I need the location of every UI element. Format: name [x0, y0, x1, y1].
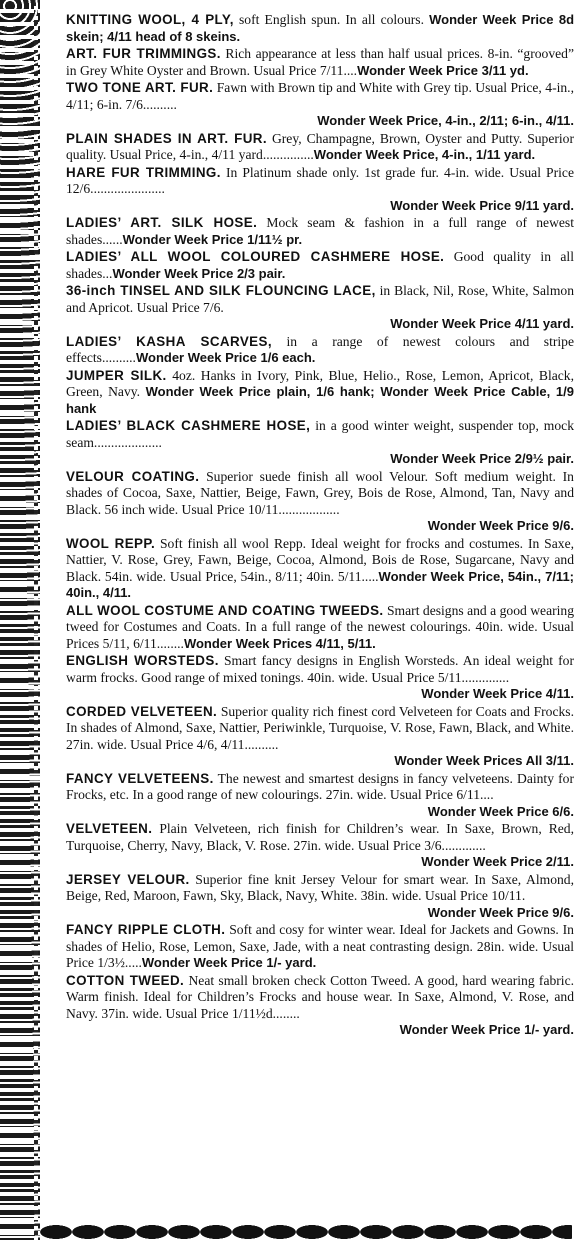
list-item [66, 771, 574, 821]
item-price: Wonder Week Price 1/11½ pr. [122, 231, 303, 247]
list-item [66, 249, 574, 282]
item-price-right: Wonder Week Price 9/6. [427, 518, 574, 533]
item-description: Neat small broken check Cotton Tweed. A good, hard wearing fabric. Warm finish. Ideal for Children’s Frocks and house wear. In Saxe, Almond, V. Rose, and Navy. 37in. wide. Usual Price 1/11½d........ [66, 972, 575, 1021]
item-description: Fawn with Brown tip and White with Grey tip. Usual Price, 4-in., 4/11; 6-in. 7/6.......... [66, 80, 574, 112]
item-price: Wonder Week Price 1/- yard. [141, 955, 317, 970]
item-heading: FANCY RIPPLE CLOTH. [66, 922, 226, 937]
list-item [66, 922, 574, 972]
item-price-right: Wonder Week Price 2/11. [421, 854, 574, 869]
item-heading: KNITTING WOOL, 4 PLY, [66, 12, 234, 27]
list-item [66, 12, 574, 45]
list-item [66, 46, 574, 79]
item-description: Mock seam & fashion in a full range of newest shades...... [66, 215, 574, 247]
item-heading: COTTON TWEED. [66, 972, 185, 988]
list-item [66, 418, 574, 468]
item-description: Superior quality rich finest cord Velveteen for Coats and Frocks. In shades of Almond, Saxe, Nattier, Periwinkle, Turquoise, V. Rose, Fawn, Black, and White. 27in. wide. Usual Price 4/6, 4/11.......... [66, 703, 574, 752]
item-description: soft English spun. In all colours. [239, 12, 424, 27]
item-heading: ART. FUR TRIMMINGS. [66, 46, 221, 61]
item-price-right: Wonder Week Price 6/6. [427, 803, 574, 819]
list-item [66, 469, 574, 535]
item-heading: HARE FUR TRIMMING. [66, 164, 221, 180]
decorative-left-border [0, 0, 40, 1240]
item-description: Smart designs and a good wearing tweed for Costumes and Coats. In a full range of the newest colourings. 40in. wide. Usual Prices 5/11, 6/11........ [66, 602, 575, 651]
item-price: Wonder Week Prices 4/11, 5/11. [183, 635, 376, 651]
item-description: Smart fancy designs in English Worsteds. An ideal weight for warm frocks. Good range of mixed tonings. 40in. wide. Usual Price 5/11.............. [66, 653, 574, 685]
list-item [66, 653, 574, 703]
item-description: In Platinum shade only. 1st grade fur. 4-in. wide. Usual Price 12/6...................... [66, 164, 574, 196]
item-description: Grey, Champagne, Brown, Oyster and Putty. Superior quality. Usual Price, 4-in., 4/11 yard............... [66, 130, 575, 162]
list-item [66, 536, 574, 602]
item-heading: LADIES’ ART. SILK HOSE. [66, 215, 258, 230]
item-description: Soft and cosy for winter wear. Ideal for Jackets and Gowns. In shades of Helio, Rose, Lemon, Saxe, Jade, with a neat contrasting design. 28in. wide. Usual Price 1/3½..... [66, 922, 574, 970]
item-price-right: Wonder Week Price 9/11 yard. [390, 197, 574, 213]
item-description: Rich appearance at less than half usual prices. 8-in. “grooved” in Grey White Oyster and Brown. Usual Price 7/11.... [66, 46, 575, 78]
list-item [66, 603, 574, 653]
item-heading: LADIES’ BLACK CASHMERE HOSE, [66, 418, 311, 433]
item-description: 4oz. Hanks in Ivory, Pink, Blue, Helio., Rose, Lemon, Apricot, Black, Green, Navy. [66, 367, 574, 399]
item-price: Wonder Week Price 1/6 each. [135, 350, 316, 365]
item-heading: TWO TONE ART. FUR. [66, 80, 214, 95]
item-description: Superior fine knit Jersey Velour for smart wear. In Saxe, Almond, Beige, Red, Maroon, Fawn, Sky, Black, Navy, White. 38in. wide. Usual Price 10/11. [66, 871, 574, 903]
item-description: in a good winter weight, suspender top, mock seam.................... [66, 418, 575, 450]
decorative-bottom-border [40, 1224, 572, 1240]
item-description: Soft finish all wool Repp. Ideal weight for frocks and costumes. In Saxe, Nattier, V. Rose, Grey, Fawn, Beige, Cocoa, Almond, Bois de Rose, Sugarcane, Navy and Black. 54in. wide. Usual Price, 54in., 8/11; 40in. 5/11..... [66, 535, 574, 584]
item-description: Good quality in all shades... [66, 249, 574, 281]
item-description: The newest and smartest designs in fancy velveteens. Dainty for Frocks, etc. In a good range of new colourings. 27in. wide. Usual Price 6/11.... [66, 770, 575, 802]
advertisement-column [66, 12, 574, 1040]
item-heading: JERSEY VELOUR. [66, 871, 190, 887]
item-heading: ENGLISH WORSTEDS. [66, 653, 219, 668]
item-description: Superior suede finish all wool Velour. Soft medium weight. In shades of Cocoa, Saxe, Nattier, Beige, Fawn, Grey, Bois de Rose, Almond, Tan, Navy and Black. 56 inch wide. Usual Price 10/11.................. [66, 468, 574, 517]
item-description: in Black, Nil, Rose, White, Salmon and Apricot. Usual Price 7/6. [66, 283, 575, 315]
list-item [66, 215, 574, 248]
item-heading: ALL WOOL COSTUME AND COATING TWEEDS. [66, 602, 384, 618]
item-heading: LADIES’ KASHA SCARVES, [66, 333, 272, 349]
item-heading: JUMPER SILK. [66, 367, 167, 383]
item-heading: CORDED VELVETEEN. [66, 703, 218, 719]
item-price-right: Wonder Week Price 2/9½ pair. [390, 451, 574, 466]
item-price: Wonder Week Price, 54in., 7/11; 40in., 4/11. [66, 568, 574, 600]
item-price: Wonder Week Price 2/3 pair. [112, 265, 286, 281]
list-item [66, 368, 574, 418]
list-item [66, 872, 574, 922]
list-item [66, 80, 574, 130]
item-description: in a range of newest colours and stripe effects.......... [66, 333, 574, 365]
list-item [66, 283, 574, 333]
item-heading: VELVETEEN. [66, 821, 153, 836]
list-item [66, 334, 574, 367]
item-price-right: Wonder Week Price 4/11 yard. [390, 316, 574, 331]
list-item [66, 973, 574, 1039]
item-heading: WOOL REPP. [66, 535, 156, 551]
item-price-right: Wonder Week Price, 4-in., 2/11; 6-in., 4/11. [317, 113, 574, 128]
item-price-right: Wonder Week Price 1/- yard. [399, 1022, 574, 1037]
item-heading: PLAIN SHADES IN ART. FUR. [66, 130, 267, 146]
list-item [66, 821, 574, 871]
item-price: Wonder Week Price 8d skein; 4/11 head of 8 skeins. [66, 12, 575, 44]
item-price: Wonder Week Price plain, 1/6 hank; Wonder Week Price Cable, 1/9 hank [66, 384, 574, 416]
item-heading: LADIES’ ALL WOOL COLOURED CASHMERE HOSE. [66, 249, 445, 264]
item-heading: FANCY VELVETEENS. [66, 770, 214, 786]
item-heading: VELOUR COATING. [66, 468, 200, 484]
item-description: Plain Velveteen, rich finish for Children’s wear. In Saxe, Brown, Red, Turquoise, Cherry, Navy, Black, V. Rose. 27in. wide. Usual Price 3/6............. [66, 821, 574, 853]
list-item [66, 704, 574, 770]
item-heading: 36-inch TINSEL AND SILK FLOUNCING LACE, [66, 283, 376, 298]
item-price-right: Wonder Week Price 9/6. [427, 904, 574, 920]
item-price: Wonder Week Price 3/11 yd. [357, 62, 529, 78]
list-item [66, 131, 574, 164]
item-price: Wonder Week Price, 4-in., 1/11 yard. [313, 147, 536, 162]
item-price-right: Wonder Week Prices All 3/11. [394, 753, 574, 768]
list-item [66, 165, 574, 215]
item-price-right: Wonder Week Price 4/11. [421, 686, 574, 701]
